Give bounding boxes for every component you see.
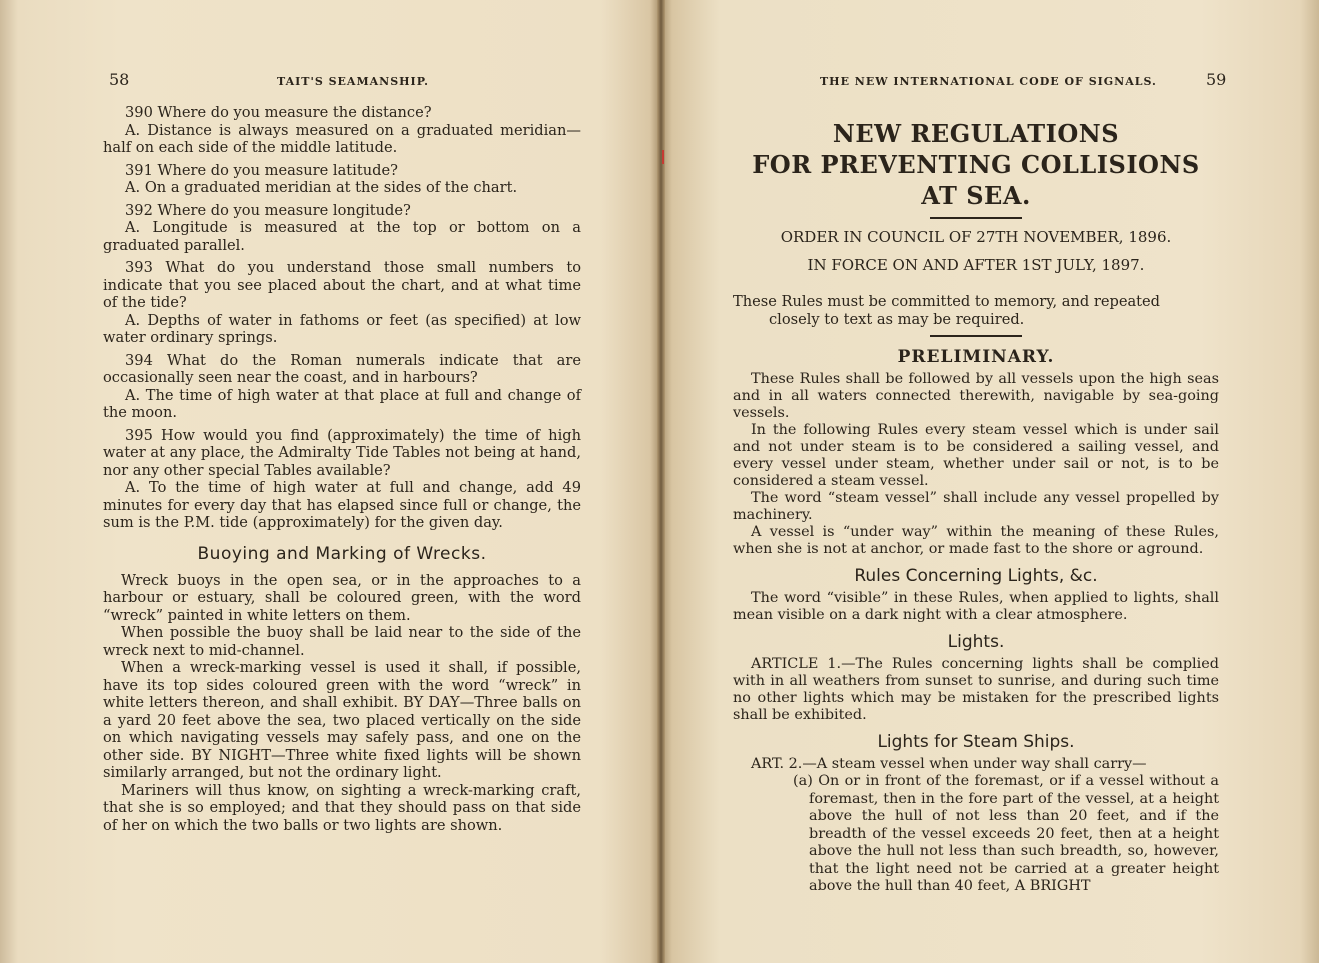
lights-title: Lights. bbox=[947, 632, 1005, 652]
question: 390 Where do you measure the distance? bbox=[125, 104, 432, 121]
paragraph: Wreck buoys in the open sea, or in the approaches to a harbour or estuary, shall be coloured green, with the word “wreck” painted in white letters on them. bbox=[103, 571, 581, 624]
ink-mark bbox=[662, 150, 664, 164]
paragraph: A vessel is “under way” within the meaning of these Rules, when she is not at anchor, or made fast to the shore or aground. bbox=[733, 524, 1219, 557]
left-page bbox=[103, 60, 581, 834]
paragraph: Mariners will thus know, on sighting a wreck-marking craft, that she is so employed; and that they should pass on that side of her on which the two balls or two lights are shown. bbox=[103, 781, 581, 834]
question: 395 How would you find (approximately) the time of high water at any place, the Admiralty Tide Tables not being at hand, nor any other special Tables available? bbox=[103, 426, 581, 479]
order-line: ORDER IN COUNCIL OF 27TH NOVEMBER, 1896. bbox=[780, 228, 1172, 246]
divider bbox=[930, 217, 1022, 219]
answer: A. To the time of high water at full and change, add 49 minutes for every day that has elapsed since full or change, the sum is the P.M. tide (approximately) for the given day. bbox=[103, 479, 581, 531]
memory-line-1: These Rules must be committed to memory, and repeated bbox=[733, 293, 1161, 310]
memory-note bbox=[733, 293, 1219, 329]
divider bbox=[930, 335, 1022, 337]
qa-item bbox=[103, 352, 581, 422]
answer: A. Longitude is measured at the top or bottom on a graduated parallel. bbox=[103, 219, 581, 254]
article-2a: (a) On or in front of the foremast, or if a vessel without a foremast, then in the fore part of the vessel, at a height above the hull of not less than 20 feet, and if the breadth of the vessel exceeds 20 feet, then at a height above the hull not less than such breadth, so, however, that the light need not be carried at a greater height above the hull than 40 feet, A BRIGHT bbox=[793, 773, 1219, 894]
paragraph: The word “steam vessel” shall include any vessel propelled by machinery. bbox=[733, 490, 1219, 523]
right-page-number: 59 bbox=[1206, 70, 1227, 89]
qa-item bbox=[103, 104, 581, 157]
paragraph: When a wreck-marking vessel is used it shall, if possible, have its top sides coloured green with the word “wreck” in white letters thereon, and shall exhibit. BY DAY—Three balls on a yard 20 feet above the sea, two placed vertically on the side on which navigating vessels may safely pass, and one on the other side. BY NIGHT—Three white fixed lights will be shown similarly arranged, but not the ordinary light. bbox=[103, 659, 581, 781]
memory-line-2: closely to text as may be required. bbox=[769, 311, 1025, 328]
question: 392 Where do you measure longitude? bbox=[125, 201, 411, 219]
answer: A. Depths of water in fathoms or feet (as specified) at low water ordinary springs. bbox=[103, 311, 581, 346]
paragraph: The word “visible” in these Rules, when applied to lights, shall mean visible on a dark night with a clear atmosphere. bbox=[733, 590, 1219, 623]
answer: A. Distance is always measured on a graduated meridian—half on each side of the middle latitude. bbox=[103, 121, 581, 156]
qa-item bbox=[103, 162, 581, 197]
qa-item bbox=[103, 202, 581, 255]
paragraph: These Rules shall be followed by all vessels upon the high seas and in all waters connected therewith, navigable by sea-going vessels. bbox=[733, 371, 1219, 421]
qa-item bbox=[103, 427, 581, 532]
rules-lights-title: Rules Concerning Lights, &c. bbox=[854, 566, 1098, 586]
left-running-head bbox=[103, 60, 581, 89]
answer: A. The time of high water at that place at full and change of the moon. bbox=[103, 386, 581, 421]
force-line: IN FORCE ON AND AFTER 1ST JULY, 1897. bbox=[807, 256, 1145, 274]
right-running-title: THE NEW INTERNATIONAL CODE OF SIGNALS. bbox=[820, 75, 1157, 88]
paragraph: In the following Rules every steam vessel which is under sail and not under steam is to be considered a sailing vessel, and every vessel under steam, whether under sail or not, is to be considered a steam vessel. bbox=[733, 422, 1219, 489]
article-2: ART. 2.—A steam vessel when under way shall carry— bbox=[751, 756, 1147, 772]
right-running-head bbox=[733, 60, 1227, 89]
title-line-2: FOR PREVENTING COLLISIONS AT SEA. bbox=[752, 150, 1200, 210]
question: 394 What do the Roman numerals indicate that are occasionally seen near the coast, and in harbours? bbox=[103, 351, 581, 386]
left-running-title: TAIT'S SEAMANSHIP. bbox=[277, 75, 429, 88]
qa-item bbox=[103, 259, 581, 347]
paragraph: When possible the buoy shall be laid near to the side of the wreck next to mid-channel. bbox=[103, 624, 581, 659]
answer: A. On a graduated meridian at the sides of the chart. bbox=[125, 179, 518, 196]
section-title: Buoying and Marking of Wrecks. bbox=[197, 543, 487, 564]
preliminary-title: PRELIMINARY. bbox=[897, 347, 1055, 367]
left-page-number: 58 bbox=[109, 70, 130, 89]
main-title bbox=[733, 118, 1219, 211]
book-gutter bbox=[657, 0, 665, 963]
title-line-1: NEW REGULATIONS bbox=[832, 119, 1120, 148]
right-page bbox=[733, 60, 1227, 896]
question: 393 What do you understand those small numbers to indicate that you see placed about the chart, and at what time of the tide? bbox=[103, 259, 581, 311]
question: 391 Where do you measure latitude? bbox=[125, 161, 398, 179]
steam-ships-title: Lights for Steam Ships. bbox=[877, 732, 1075, 752]
article-1: ARTICLE 1.—The Rules concerning lights shall be complied with in all weathers from sunset to sunrise, and during such time no other lights which may be mistaken for the prescribed lights shall be exhibited. bbox=[733, 656, 1219, 723]
